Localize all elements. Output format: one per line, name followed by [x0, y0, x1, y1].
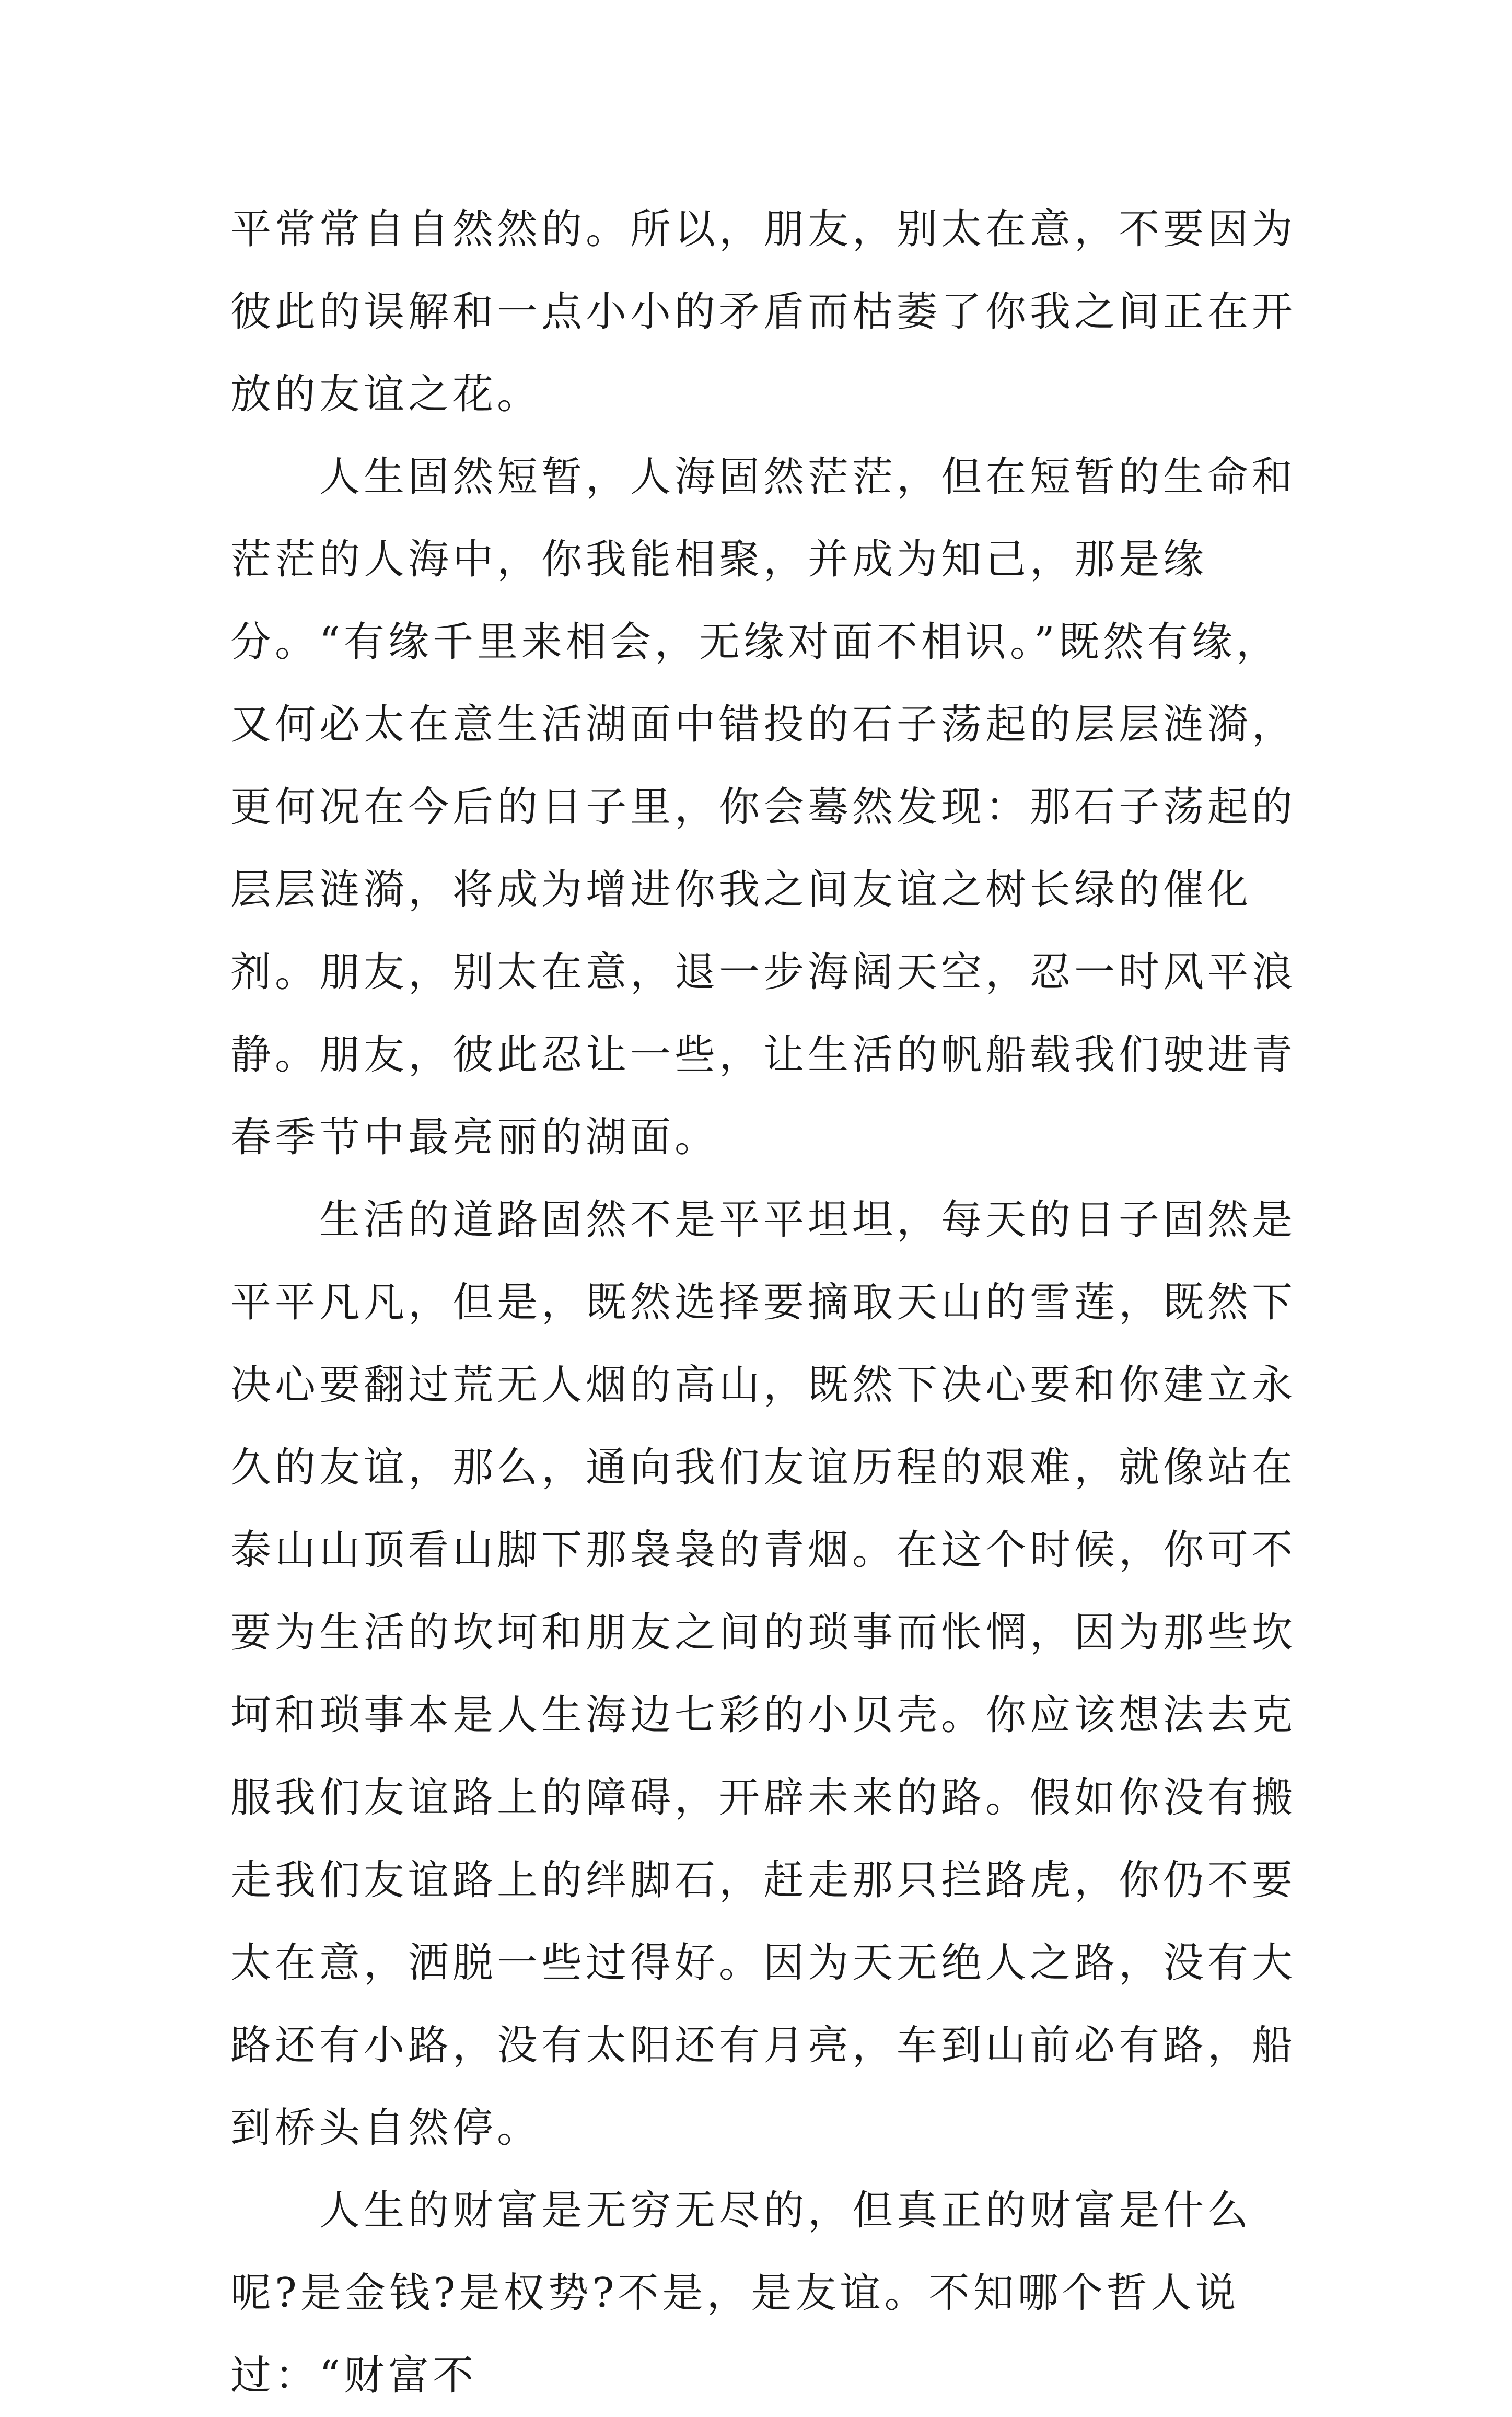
paragraph: 人生的财富是无穷无尽的，但真正的财富是什么呢?是金钱?是权势?不是，是友谊。不知哪个哲人说过：“财富不 [230, 2187, 1252, 2399]
paragraph: 人生固然短暂，人海固然茫茫，但在短暂的生命和茫茫的人海中，你我能相聚，并成为知己，那是缘分。“有缘千里来相会，无缘对面不相识。”既然有缘，又何必太在意生活湖面中错投的石子荡起的层层涟漪，更何况在今后的日子里，你会蓦然发现：那石子荡起的层层涟漪，将成为增进你我之间友谊之树长绿的催化剂。朋友，别太在意，退一步海阔天空，忍一时风平浪静。朋友，彼此忍让一些，让生活的帆船载我们驶进青春季节中最亮丽的湖面。 [230, 454, 1297, 1161]
paragraph-continuation: 平常常自自然然的。所以，朋友，别太在意，不要因为彼此的误解和一点小小的矛盾而枯萎了你我之间正在开放的友谊之花。 [230, 206, 1297, 418]
body-text [230, 188, 1296, 2417]
paragraph: 生活的道路固然不是平平坦坦，每天的日子固然是平平凡凡，但是，既然选择要摘取天山的雪莲，既然下决心要翻过荒无人烟的高山，既然下决心要和你建立永久的友谊，那么，通向我们友谊历程的艰难，就像站在泰山山顶看山脚下那袅袅的青烟。在这个时候，你可不要为生活的坎坷和朋友之间的琐事而怅惘，因为那些坎坷和琐事本是人生海边七彩的小贝壳。你应该想法去克服我们友谊路上的障碍，开辟未来的路。假如你没有搬走我们友谊路上的绊脚石，赶走那只拦路虎，你仍不要太在意，洒脱一些过得好。因为天无绝人之路，没有大路还有小路，没有太阳还有月亮，车到山前必有路，船到桥头自然停。 [230, 1196, 1297, 2152]
